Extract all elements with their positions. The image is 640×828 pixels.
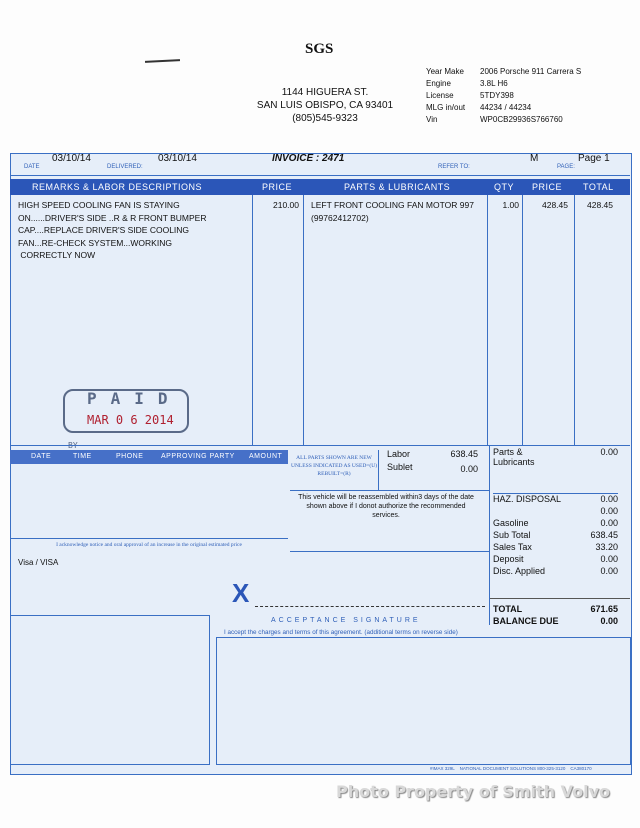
vehicle-label: License <box>426 91 454 100</box>
vehicle-row <box>426 102 626 114</box>
vehicle-value: 3.8L H6 <box>480 79 508 88</box>
part-description: LEFT FRONT COOLING FAN MOTOR 997 <box>311 200 474 210</box>
totals-row <box>493 518 618 530</box>
page-label: PAGE: <box>557 164 575 170</box>
remarks-line: CORRECTLY NOW <box>18 250 96 260</box>
totals-value: 0.00 <box>600 554 618 564</box>
totals-value: 0.00 <box>600 506 618 516</box>
vehicle-label: Year Make <box>426 67 464 76</box>
acknowledge-text: I acknowledge notice and oral approval of an increase in the original estimated price <box>56 542 242 548</box>
totals-value: 0.00 <box>600 447 618 457</box>
price2-header: PRICE <box>532 182 563 192</box>
vehicle-row <box>426 90 626 102</box>
delivered-value: 03/10/14 <box>158 153 197 164</box>
totals-label: Deposit <box>493 554 524 564</box>
remarks-line: FAN...RE-CHECK SYSTEM...WORKING <box>18 237 172 248</box>
vehicle-label: Engine <box>426 79 451 88</box>
part-qty: 1.00 <box>502 200 519 210</box>
sublet-value: 0.00 <box>460 464 478 474</box>
totals-value: 0.00 <box>600 566 618 576</box>
balance-due-value: 0.00 <box>600 616 618 626</box>
watermark: Photo Property of Smith Volvo <box>336 782 610 801</box>
totals-label: Disc. Applied <box>493 566 546 576</box>
part-total: 428.45 <box>587 200 613 210</box>
totals-row <box>493 493 618 506</box>
invoice-number: INVOICE : 2471 <box>272 153 345 164</box>
totals-row <box>493 554 618 566</box>
payment-method: Visa / VISA <box>18 558 59 567</box>
vehicle-value: 2006 Porsche 911 Carrera S <box>480 67 582 76</box>
remarks-text <box>18 199 250 262</box>
grand-total-value: 671.65 <box>590 604 618 614</box>
remarks-line: ON......DRIVER'S SIDE ..R & R FRONT BUMPER <box>18 212 207 223</box>
price-header: PRICE <box>262 182 293 192</box>
col-divider <box>303 195 304 445</box>
total-rule <box>490 598 630 599</box>
column-header-bar <box>10 179 630 195</box>
parts-desc <box>311 199 486 224</box>
signature-line[interactable] <box>255 606 485 607</box>
reassembly-note: This vehicle will be reassembled within3 days of the date shown above if I donot authorize the recommended services. <box>298 494 474 519</box>
paid-stamp <box>63 389 189 433</box>
vehicle-label: MLG in/out <box>426 103 466 112</box>
approval-header-bar <box>10 450 288 464</box>
balance-due-row <box>493 616 618 626</box>
date-value: 03/10/14 <box>52 153 91 164</box>
page-value: Page 1 <box>578 153 610 164</box>
grand-total-label: TOTAL <box>493 604 523 614</box>
labor-price: 210.00 <box>273 200 299 210</box>
totals-row <box>493 447 618 493</box>
totals-value: 0.00 <box>600 494 618 504</box>
labor-value: 638.45 <box>450 449 478 459</box>
shop-name: SGS <box>305 41 334 57</box>
totals-row <box>493 566 618 578</box>
totals-value: 638.45 <box>590 530 618 540</box>
totals-label: HAZ. DISPOSAL <box>493 494 562 504</box>
parts-header: PARTS & LUBRICANTS <box>344 182 451 192</box>
vehicle-info <box>426 66 626 126</box>
invoice-bar <box>10 153 630 176</box>
footer <box>430 766 592 771</box>
approval-date-header: DATE <box>31 453 52 460</box>
remarks-line: HIGH SPEED COOLING FAN IS STAYING <box>18 200 180 210</box>
paid-word: PAID <box>87 389 182 408</box>
totals-value: 0.00 <box>600 518 618 528</box>
totals-row <box>493 542 618 554</box>
shop-address <box>240 86 410 125</box>
section-divider <box>10 445 630 446</box>
part-number: (99762412702) <box>311 212 369 223</box>
signature-label: ACCEPTANCE SIGNATURE <box>271 617 421 624</box>
sublet-label: Sublet <box>387 462 413 472</box>
approval-amount-header: AMOUNT <box>249 453 283 460</box>
labor-divider <box>290 490 490 491</box>
footer-code: CA380170 <box>570 766 592 771</box>
refer-to-label: REFER TO: <box>438 164 470 170</box>
notes-box <box>216 637 631 765</box>
pen-mark <box>145 59 180 63</box>
delivered-label: DELIVERED: <box>107 164 143 170</box>
vehicle-row <box>426 114 626 126</box>
vehicle-row <box>426 66 626 78</box>
paid-date: MAR 0 6 2014 <box>87 413 174 427</box>
signature-terms: I accept the charges and terms of this agreement. (additional terms on reverse side) <box>224 629 458 636</box>
col-divider <box>487 195 488 445</box>
totals-row <box>493 530 618 542</box>
col-divider <box>574 195 575 445</box>
approval-line <box>10 538 288 539</box>
vehicle-value: 5TDY398 <box>480 91 514 100</box>
signature-x-mark: X <box>232 578 250 608</box>
customer-box <box>10 615 210 765</box>
date-label: DATE <box>24 164 40 170</box>
total-header: TOTAL <box>583 182 614 192</box>
parts-notice-text: ALL PARTS SHOWN ARE NEW UNLESS INDICATED AS USED=(U) REBUILT=(R) <box>290 455 378 477</box>
grand-total-row <box>493 604 618 614</box>
part-price: 428.45 <box>542 200 568 210</box>
vehicle-value: 44234 / 44234 <box>480 103 532 112</box>
totals-value: 33.20 <box>595 542 618 552</box>
col-divider <box>252 195 253 445</box>
approval-phone-header: PHONE <box>116 453 144 460</box>
shop-city: SAN LUIS OBISPO, CA 93401 <box>256 100 394 111</box>
remarks-header: REMARKS & LABOR DESCRIPTIONS <box>32 182 203 192</box>
totals-label: Sub Total <box>493 530 531 540</box>
parts-notice-box <box>290 450 379 490</box>
shop-street: 1144 HIGUERA ST. <box>281 87 369 98</box>
qty-header: QTY <box>494 182 515 192</box>
vehicle-row <box>426 78 626 90</box>
vehicle-label: Vin <box>426 115 438 124</box>
col-divider <box>522 195 523 445</box>
approval-party-header: APPROVING PARTY <box>161 453 235 460</box>
balance-due-label: BALANCE DUE <box>493 616 559 626</box>
totals-label: Parts & Lubricants <box>493 447 535 467</box>
footer-vendor: NATIONAL DOCUMENT SOLUTIONS 800-325-3120 <box>459 766 566 771</box>
approval-time-header: TIME <box>73 453 92 460</box>
shop-phone: (805)545-9323 <box>292 113 358 124</box>
vehicle-value: WP0CB29936S766760 <box>480 115 563 124</box>
note-divider <box>290 551 490 552</box>
totals-row <box>493 506 618 518</box>
m-value: M <box>530 153 539 164</box>
footer-form-no: #IMAX 329L <box>430 766 455 771</box>
remarks-line: CAP....REPLACE DRIVER'S SIDE COOLING <box>18 225 190 235</box>
totals-label: Sales Tax <box>493 542 532 552</box>
totals-block <box>493 447 618 578</box>
totals-label: Gasoline <box>493 518 529 528</box>
labor-label: Labor <box>387 449 411 459</box>
